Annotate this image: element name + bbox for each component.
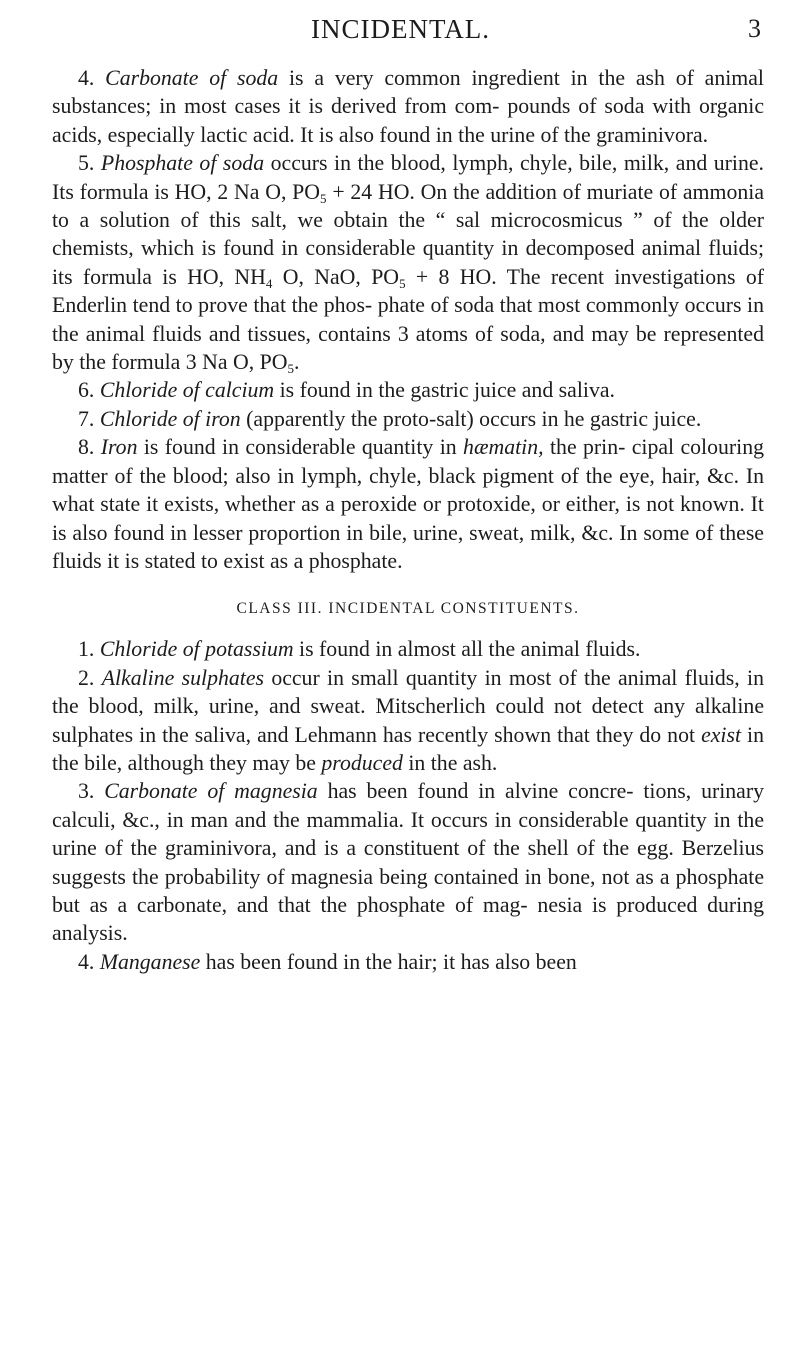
item-text: has been found in the hair; it has also been	[205, 949, 577, 974]
item-text: occur in small quantity in most of the animal fluids, in the blood, milk, urine, and sweat. Mitscherlich could not detect any alkaline sulphates in the saliva, and Lehmann has recently shown that they do not	[52, 665, 764, 747]
item-number: 4.	[78, 949, 95, 974]
paragraph-chloride-of-calcium	[52, 376, 764, 404]
emphasis-exist: exist	[701, 722, 742, 747]
item-text: the prin- cipal colouring matter of the blood; also in lymph, chyle, black pigment of the eye, hair, &c. In what state it exists, whether as a peroxide or protoxide, or either, is not known. It is also found in lesser proportion in bile, urine, sweat, milk, &c. In some of these fluids it is stated to exist as a phosphate.	[52, 435, 765, 573]
item-text: occurs in the blood, lymph, chyle, bile, milk, and urine. Its formula is HO, 2 Na O, PO	[52, 151, 765, 204]
emphasis-produced: produced	[321, 750, 403, 775]
item-number: 2.	[78, 665, 95, 690]
item-text: is a very common ingredient in the ash of animal substances; in most cases it is derived from com- pounds of soda with organic acids, especially lactic acid. It is also found in the urine of the graminivora.	[52, 66, 764, 147]
item-number: 5.	[78, 151, 95, 176]
running-title: INCIDENTAL.	[310, 14, 491, 44]
subscript: 5	[287, 361, 294, 377]
item-term: Chloride of calcium	[99, 378, 275, 403]
emphasis-haematin: hæmatin,	[463, 435, 544, 460]
item-term: Chloride of potassium	[99, 637, 294, 662]
item-text: O, NaO, PO	[272, 264, 400, 289]
item-text: + 8 HO. The recent investigations of Enderlin tend to prove that the phos- phate of soda that most commonly occurs in the animal fluids and tissues, contains 3 atoms of soda, and may be represented by the formula 3 Na O, PO	[52, 264, 764, 375]
subscript: 4	[265, 275, 273, 291]
paragraph-chloride-of-iron	[52, 405, 764, 433]
item-term: Manganese	[99, 949, 201, 974]
paragraph-chloride-of-potassium	[52, 635, 764, 663]
subscript: 5	[399, 275, 406, 291]
item-text: (apparently the proto-salt) occurs in he gastric juice.	[246, 406, 702, 431]
item-text: is found in considerable quantity in	[143, 435, 457, 460]
item-number: 1.	[78, 637, 95, 662]
item-term: Phosphate of soda	[100, 151, 265, 176]
item-text: in the bile, although they may be	[52, 722, 765, 775]
item-text: + 24 HO. On the addition of muriate of ammonia to a solution of this salt, we obtain the “ sal microcosmicus ” of the older chemists, which is found in considerable quantity in decomposed animal fluids; its formula is HO, NH	[52, 179, 764, 289]
item-text: has been found in alvine concre- tions, urinary calculi, &c., in man and the mammalia. It occurs in considerable quantity in the urine of the graminivora, and is a constituent of the shell of the egg. Berzelius suggests the probability of magnesia being contained in bone, not as a phosphate but as a carbonate, and that the phosphate of mag- nesia is produced during analysis.	[52, 779, 765, 946]
paragraph-carbonate-of-magnesia	[52, 777, 764, 947]
item-number: 8.	[78, 435, 95, 460]
item-text: .	[294, 350, 300, 375]
running-header	[0, 12, 801, 46]
item-number: 4.	[78, 66, 95, 90]
item-text: in the ash.	[408, 750, 498, 775]
item-term: Carbonate of soda	[105, 66, 279, 90]
paragraph-phosphate-of-soda	[52, 149, 764, 376]
item-term: Chloride of iron	[99, 406, 241, 431]
paragraph-iron	[52, 433, 764, 575]
item-number: 6.	[78, 378, 95, 403]
item-text: is found in the gastric juice and saliva.	[279, 378, 615, 403]
paragraph-manganese	[52, 948, 764, 976]
body-text	[52, 64, 764, 976]
paragraph-alkaline-sulphates	[52, 664, 764, 778]
item-number: 7.	[78, 406, 95, 431]
section-heading: CLASS III. INCIDENTAL CONSTITUENTS.	[236, 600, 580, 618]
item-term: Alkaline sulphates	[101, 665, 264, 690]
item-term: Carbonate of magnesia	[104, 779, 318, 804]
page-number: 3	[748, 14, 761, 43]
item-number: 3.	[78, 779, 95, 804]
paragraph-carbonate-of-soda	[52, 64, 764, 149]
subscript: 5	[320, 190, 327, 206]
item-term: Iron	[100, 435, 138, 460]
item-text: is found in almost all the animal fluids.	[299, 637, 641, 662]
